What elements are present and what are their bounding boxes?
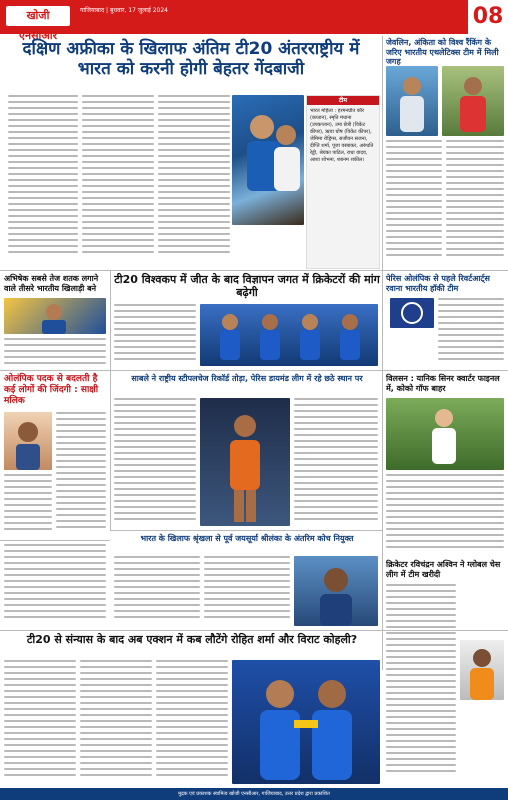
rohit-virat-text-col2 [80, 660, 152, 784]
abhishek-headline[interactable]: अभिषेक सबसे तेज शतक लगाने वाले तीसरे भारतीय खिलाड़ी बने [4, 274, 99, 293]
lead-photo [232, 95, 304, 225]
team-box [306, 95, 380, 269]
brand-logo: खोजी एनसीआर [6, 6, 70, 26]
lead-text-col1 [8, 95, 78, 265]
jayasuriya-headline[interactable]: भारत के खिलाफ श्रृंखला से पूर्व जयसूर्या श्रीलंका के अंतरिम कोच नियुक्त [140, 534, 354, 543]
athletics-photo-2 [442, 66, 504, 136]
rohit-virat-text-col3 [156, 660, 228, 784]
sakshi-text-bottom [4, 544, 106, 626]
lead-text-col3 [158, 95, 230, 265]
hockey-logo [390, 298, 434, 328]
ashwin-photo [460, 640, 504, 700]
sakshi-photo [4, 412, 52, 470]
sakshi-text-col2 [4, 474, 52, 536]
sakshi-text-col1 [56, 412, 106, 536]
t20-ads-photo [200, 304, 378, 366]
sable-headline[interactable]: साबले ने राष्ट्रीय स्टीपलचेज रिकॉर्ड तोड़ा, पेरिस डायमंड लीग में रहे छठे स्थान पर [131, 374, 363, 383]
lead-caption [232, 228, 304, 262]
wimbledon-text [386, 474, 504, 556]
footer: मुद्रक एवं प्रकाशक स्वामित्व खोजी एनसीआर, गाजियाबाद, उत्तर प्रदेश द्वारा प्रकाशित [0, 788, 508, 800]
athletics-headline[interactable]: जेवलिन, अंकिता को विश्व रैंकिंग के जरिए भारतीय एथलेटिक्स टीम में मिली जगह [386, 38, 499, 67]
rohit-virat-headline[interactable]: टी20 से संन्यास के बाद अब एक्शन में कब लौटेंगे रोहित शर्मा और विराट कोहली? [26, 633, 358, 646]
jayasuriya-text-col1 [114, 556, 200, 626]
athletics-photo-1 [386, 66, 438, 136]
jayasuriya-photo [294, 556, 378, 626]
masthead [0, 0, 508, 42]
team-box-title: टीम [307, 96, 379, 105]
sable-photo [200, 398, 290, 526]
athletics-text-col2 [446, 140, 504, 266]
rohit-virat-text-col1 [4, 660, 76, 784]
sakshi-headline[interactable]: ओलंपिक पदक से बदलती है कई लोगों की जिंदगी : साक्षी मलिक [4, 374, 99, 406]
abhishek-text [4, 338, 106, 368]
lead-text-col2 [82, 95, 154, 265]
page-number: 08 [468, 0, 508, 34]
hockey-headline[interactable]: पेरिस ओलंपिक से पहले रिवर्टआर्ट्स रवाना भारतीय हॉकी टीम [386, 274, 490, 293]
sable-text-col2 [294, 398, 378, 526]
ashwin-text [386, 584, 456, 780]
athletics-text-col1 [386, 140, 442, 266]
sable-text-col1 [114, 398, 196, 526]
hockey-text [438, 298, 504, 366]
wimbledon-photo [386, 398, 504, 470]
t20-ads-headline[interactable]: टी20 विश्वकप में जीत के बाद विज्ञापन जगत में क्रिकेटरों की मांग बढ़ेगी [114, 273, 380, 299]
ashwin-headline[interactable]: क्रिकेटर रविचंद्रन अश्विन ने ग्लोबल चेस लीग में टीम खरीदी [386, 560, 501, 579]
rohit-virat-photo [232, 660, 380, 784]
abhishek-photo [4, 298, 106, 334]
wimbledon-headline[interactable]: विलसन : यानिक सिनर क्वार्टर फाइनल में, कोको गॉफ बाहर [386, 374, 500, 393]
team-box-text: भारत महिला : हरमनप्रीत कौर (कप्तान), स्मृति मंधाना (उपकप्तान), उमा छेत्री (विकेट कीपर), ऋचा घोष (विकेट कीपर), जेमिमा रोड्रिग्स, सजीवन सजना, दीप्ति शर्मा, पूजा वस्त्राकर, अरुंधति रेड्डी, श्रेयंका पाटिल, राधा यादव, आशा शोभना, शबनम शकील। [310, 108, 374, 163]
lead-headline[interactable]: दक्षिण अफ्रीका के खिलाफ अंतिम टी20 अंतरराष्ट्रीय में भारत को करनी होगी बेहतर गेंदबाजी [22, 39, 360, 79]
t20-ads-text [114, 304, 196, 366]
dateline: गाजियाबाद | बुधवार, 17 जुलाई 2024 [80, 7, 168, 14]
jayasuriya-text-col2 [204, 556, 290, 626]
